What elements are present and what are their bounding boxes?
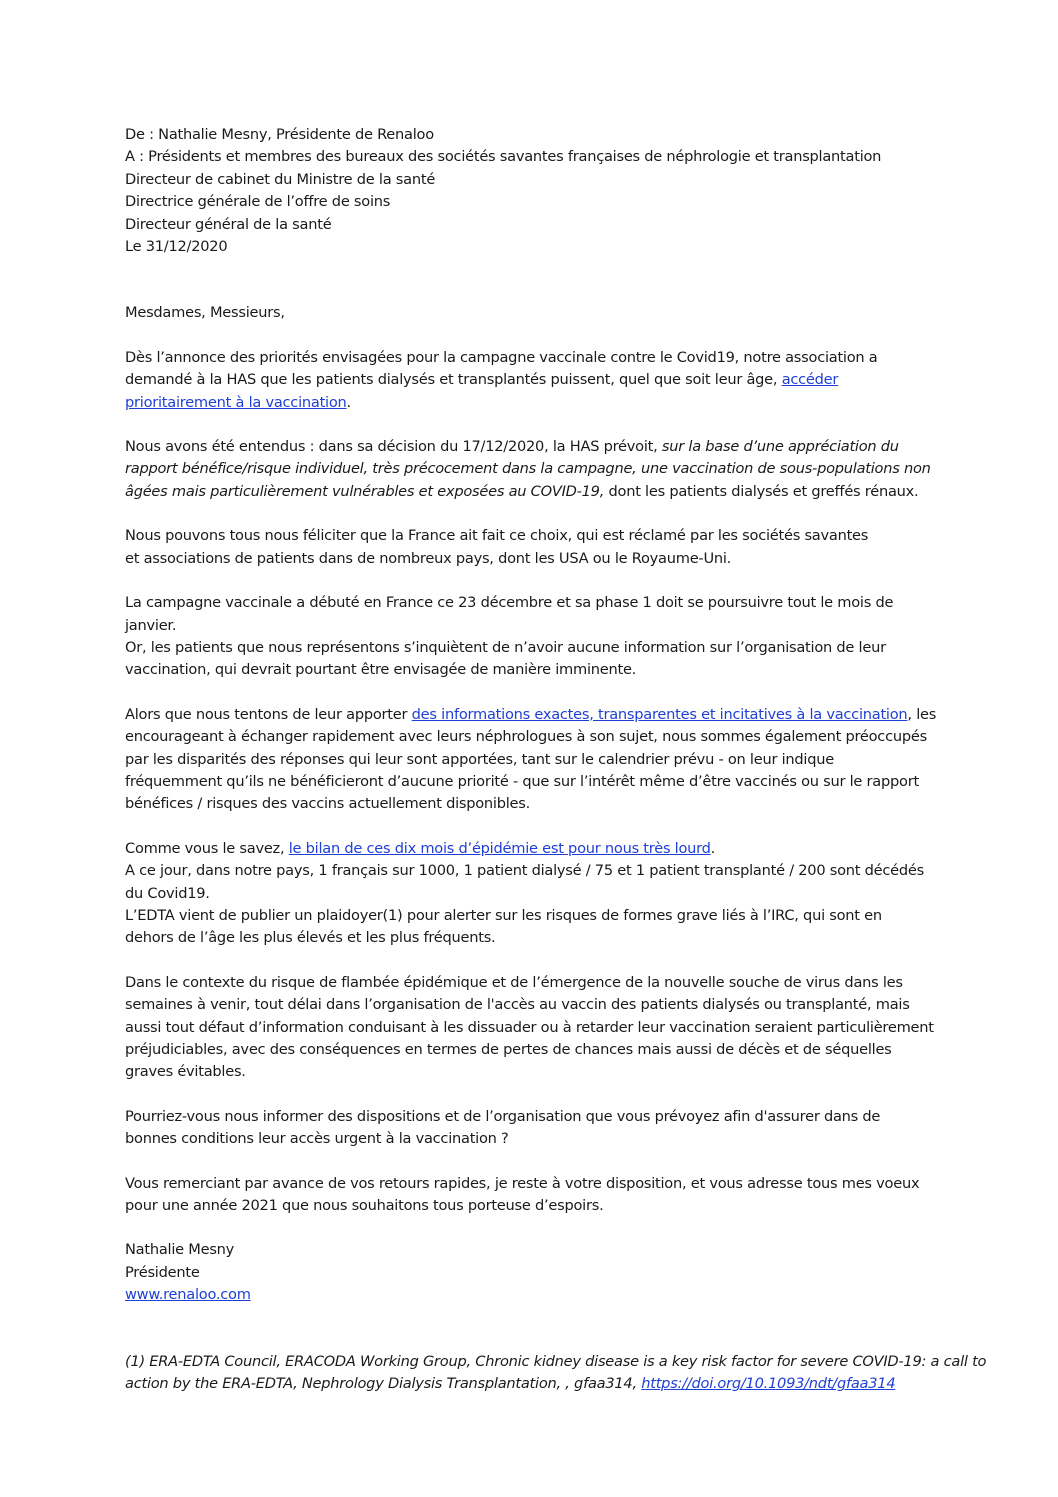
paragraph-line: du Covid19.	[125, 884, 210, 902]
paragraph-line: Pourriez-vous nous informer des dispositions et de l’organisation que vous prévoyez afin d'assurer dans de	[125, 1107, 881, 1125]
footnote-line: (1) ERA-EDTA Council, ERACODA Working Group, Chronic kidney disease is a key risk factor for severe COVID-19: a call to	[125, 1352, 987, 1370]
paragraph-line: graves évitables.	[125, 1063, 246, 1081]
signature-title: Présidente	[125, 1263, 200, 1281]
footnote	[125, 1351, 987, 1396]
paragraph-line	[125, 436, 940, 458]
sender-line: De : Nathalie Mesny, Présidente de Renaloo	[125, 126, 434, 143]
paragraph-line: semaines à venir, tout délai dans l’organisation de l'accès au vaccin des patients dialysés ou transplanté, mais	[125, 996, 910, 1014]
letter-date: Le 31/12/2020	[125, 238, 228, 256]
paragraph-line	[125, 838, 940, 860]
paragraph-line: La campagne vaccinale a débuté en France ce 23 décembre et sa phase 1 doit se poursuivre tout le mois de	[125, 594, 894, 612]
doi-link[interactable]: https://doi.org/10.1093/ndt/gfaa314	[641, 1375, 896, 1393]
signature-block	[125, 1239, 940, 1306]
paragraph-line: pour une année 2021 que nous souhaitons tous porteuse d’espoirs.	[125, 1197, 604, 1215]
paragraph-text: Comme vous le savez,	[125, 839, 289, 857]
signature-website-line	[125, 1284, 940, 1306]
paragraph-text: Nous avons été entendus : dans sa décision du 17/12/2020, la HAS prévoit,	[125, 438, 662, 456]
paragraph-text: , les	[907, 705, 937, 723]
quoted-text: sur la base d’une appréciation du	[661, 438, 899, 456]
paragraph-6	[125, 838, 940, 950]
paragraph-7	[125, 972, 940, 1084]
paragraph-line: Dès l’annonce des priorités envisagées pour la campagne vaccinale contre le Covid19, notre association a	[125, 348, 878, 366]
letter-header	[125, 124, 940, 258]
recipient-line: Directeur général de la santé	[125, 215, 332, 233]
vaccination-info-link[interactable]: des informations exactes, transparentes et incitatives à la vaccination	[411, 705, 908, 723]
paragraph-line: A ce jour, dans notre pays, 1 français sur 1000, 1 patient dialysé / 75 et 1 patient transplanté / 200 sont décédés	[125, 862, 924, 880]
paragraph-4	[125, 592, 940, 682]
recipient-line: A : Présidents et membres des bureaux des sociétés savantes françaises de néphrologie et transplantation	[125, 148, 882, 166]
footnote-line	[125, 1373, 940, 1395]
paragraph-text: .	[346, 393, 351, 411]
recipient-line: Directrice générale de l’offre de soins	[125, 193, 391, 211]
letter-body	[125, 124, 987, 1395]
paragraph-line: Nous pouvons tous nous féliciter que la France ait fait ce choix, qui est réclamé par les sociétés savantes	[125, 527, 869, 545]
paragraph-3	[125, 525, 940, 570]
paragraph-1	[125, 347, 940, 414]
vaccination-priority-link[interactable]: accéder	[781, 371, 839, 389]
paragraph-5	[125, 704, 940, 816]
paragraph-line: L’EDTA vient de publier un plaidoyer(1) pour alerter sur les risques de formes grave liés à l’IRC, qui sont en	[125, 906, 882, 924]
footnote-text: action by the ERA-EDTA, Nephrology Dialysis Transplantation, , gfaa314,	[125, 1375, 642, 1393]
signature-name: Nathalie Mesny	[125, 1241, 235, 1259]
quoted-text: âgées mais particulièrement vulnérables et exposées au COVID-19,	[125, 482, 605, 500]
paragraph-text: demandé à la HAS que les patients dialysés et transplantés puissent, quel que soit leur âge,	[125, 371, 782, 389]
paragraph-line	[125, 392, 940, 414]
paragraph-line: bénéfices / risques des vaccins actuellement disponibles.	[125, 795, 531, 813]
recipient-line: Directeur de cabinet du Ministre de la santé	[125, 170, 436, 188]
paragraph-line: bonnes conditions leur accès urgent à la vaccination ?	[125, 1130, 509, 1148]
paragraph-line	[125, 369, 940, 391]
salutation: Mesdames, Messieurs,	[125, 304, 285, 322]
paragraph-line: par les disparités des réponses qui leur sont apportées, tant sur le calendrier prévu - on leur indique	[125, 750, 834, 768]
paragraph-text: Alors que nous tentons de leur apporter	[125, 705, 412, 723]
paragraph-text: .	[710, 839, 716, 857]
paragraph-line: préjudiciables, avec des conséquences en termes de pertes de chances mais aussi de décès et de séquelles	[125, 1041, 892, 1058]
paragraph-line	[125, 458, 940, 480]
paragraph-line: Dans le contexte du risque de flambée épidémique et de l’émergence de la nouvelle souche de virus dans les	[125, 973, 903, 991]
paragraph-line: janvier.	[125, 616, 177, 634]
paragraph-9	[125, 1173, 940, 1218]
paragraph-line: vaccination, qui devrait pourtant être envisagée de manière imminente.	[125, 661, 637, 679]
paragraph-line: encourageant à échanger rapidement avec leurs néphrologues à son sujet, nous sommes également préoccupés	[125, 728, 927, 746]
paragraph-line: fréquemment qu’ils ne bénéficieront d’aucune priorité - que sur l’intérêt même d’être vaccinés ou sur le rapport	[125, 772, 919, 790]
epidemic-toll-link[interactable]: le bilan de ces dix mois d’épidémie est pour nous très lourd	[288, 839, 711, 857]
paragraph-line	[125, 704, 940, 726]
paragraph-8	[125, 1106, 940, 1151]
paragraph-line: aussi tout défaut d’information conduisant à les dissuader ou à retarder leur vaccination seraient particulièrement	[125, 1018, 934, 1036]
paragraph-line: Vous remerciant par avance de vos retours rapides, je reste à votre disposition, et vous adresse tous mes voeux	[125, 1174, 920, 1192]
paragraph-2	[125, 436, 940, 503]
vaccination-priority-link[interactable]: prioritairement à la vaccination	[125, 393, 347, 411]
paragraph-text: dont les patients dialysés et greffés rénaux.	[604, 482, 919, 500]
paragraph-line: et associations de patients dans de nombreux pays, dont les USA ou le Royaume-Uni.	[125, 549, 732, 567]
paragraph-line: dehors de l’âge les plus élevés et les plus fréquents.	[125, 929, 496, 947]
quoted-text: rapport bénéfice/risque individuel, très précocement dans la campagne, une vaccination de sous-populations non	[125, 460, 931, 478]
website-link[interactable]: www.renaloo.com	[125, 1286, 251, 1304]
paragraph-line	[125, 481, 940, 503]
paragraph-line: Or, les patients que nous représentons s’inquiètent de n’avoir aucune information sur l’organisation de leur	[125, 638, 886, 656]
